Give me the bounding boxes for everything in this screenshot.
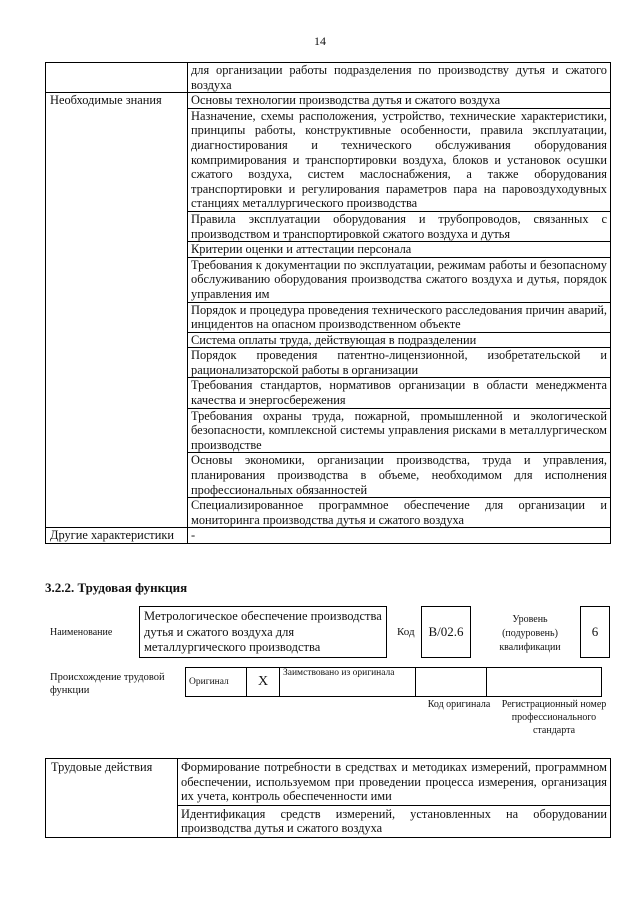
page-number: 14 [314, 34, 326, 48]
table-row [46, 63, 611, 93]
knowledge-item: Система оплаты труда, действующая в подразделении [188, 332, 611, 348]
code-label: Код [397, 626, 415, 638]
borrowed-label: Заимствовано из оригинала [280, 668, 416, 697]
action-item: Идентификация средств измерений, установленных на оборудовании производства дутья и сжатого воздуха [178, 805, 611, 837]
knowledge-item: Порядок проведения патентно-лицензионной, изобретательской и рационализаторской работы в организации [188, 348, 611, 378]
knowledge-item: Правила эксплуатации оборудования и трубопроводов, связанных с производством и транспортировкой сжатого воздуха и дутья [188, 211, 611, 241]
code-box: B/02.6 [421, 606, 471, 658]
actions-table [45, 758, 611, 838]
table-row [186, 668, 602, 697]
original-mark: X [247, 668, 280, 697]
origin-label: Происхождение трудовой функции [50, 672, 165, 696]
knowledge-item: Порядок и процедура проведения технического расследования причин аварий, инцидентов на опасном производственном объекте [188, 302, 611, 332]
name-label: Наименование [50, 627, 113, 638]
other-label: Другие характеристики [46, 528, 188, 544]
actions-label: Трудовые действия [46, 759, 178, 838]
function-name-box: Метрологическое обеспечение производства дутья и сжатого воздуха для металлургического производства [139, 606, 387, 658]
original-label: Оригинал [186, 668, 247, 697]
table-row [46, 759, 611, 806]
knowledge-item: Основы технологии производства дутья и сжатого воздуха [188, 93, 611, 109]
knowledge-label: Необходимые знания [46, 93, 188, 528]
knowledge-item: Критерии оценки и аттестации персонала [188, 242, 611, 258]
knowledge-item: Специализированное программное обеспечение для организации и мониторинга производства дутья и сжатого воздуха [188, 498, 611, 528]
empty-cell [46, 63, 188, 93]
level-box: 6 [580, 606, 610, 658]
registration-number-label: Регистрационный номер профессионального стандарта [501, 699, 607, 736]
table-row [46, 528, 611, 544]
original-code-label: Код оригинала [427, 699, 491, 710]
level-label: Уровень (подуровень) квалификации [499, 614, 561, 653]
knowledge-item: Назначение, схемы расположения, устройство, технические характеристики, принципы работы, конструктивные особенности, правила эксплуатации, диагностирования и технического обслуживания оборудования компримирования и транспортировки воздуха, блоков и установок осушки сжатого воздуха, систем маслоснабжения, а также оборудования транспортировки и регулирования параметров пара на паровоздуходувных станциях металлургического производства [188, 108, 611, 211]
knowledge-item: Требования к документации по эксплуатации, режимам работы и безопасному обслуживанию оборудования производства сжатого воздуха и дутья, порядок управления им [188, 257, 611, 302]
knowledge-item: Требования охраны труда, пожарной, промышленной и экологической безопасности, комплексной системы управления рисками в металлургическом производстве [188, 408, 611, 453]
knowledge-item: Основы экономики, организации производства, труда и управления, планирования производства в объеме, необходимом для исполнения профессиональных обязанностей [188, 453, 611, 498]
original-code-cell [416, 668, 487, 697]
other-value: - [188, 528, 611, 544]
registration-number-cell [487, 668, 602, 697]
origin-table [185, 667, 602, 697]
action-item: Формирование потребности в средствах и методиках измерений, программном обеспечении, используемом при проведении процесса измерения, организация их учета, контроль обеспеченности ими [178, 759, 611, 806]
continuation-cell: для организации работы подразделения по производству дутья и сжатого воздуха [188, 63, 611, 93]
section-title: 3.2.2. Трудовая функция [45, 580, 188, 595]
knowledge-table [45, 62, 611, 544]
table-row [46, 93, 611, 109]
knowledge-item: Требования стандартов, нормативов организации в области менеджмента качества и энергосбережения [188, 378, 611, 408]
